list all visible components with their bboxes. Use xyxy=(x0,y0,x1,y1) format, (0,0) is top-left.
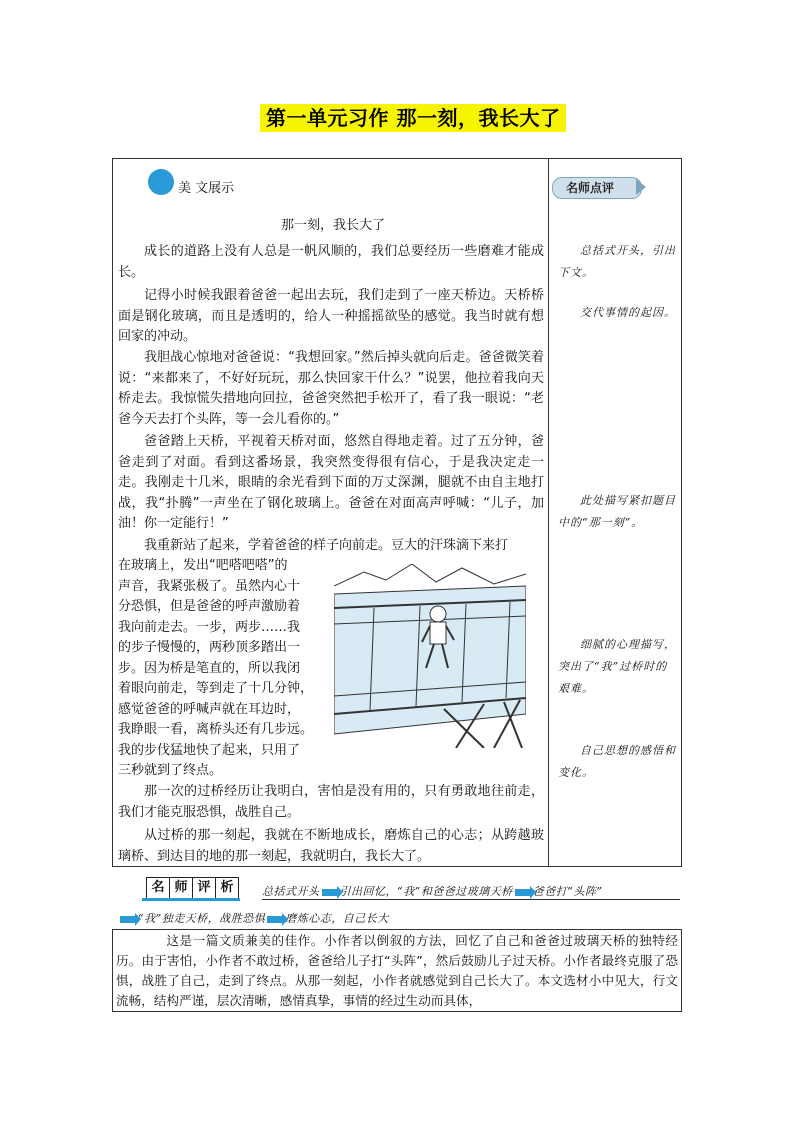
section-dot-icon xyxy=(148,169,174,195)
essay-wrap-text xyxy=(118,556,326,782)
essay-line: 我向前走去。一步，两步……我 xyxy=(118,619,301,635)
essay-line: 我睁眼一看，离桥头还有几步远。 xyxy=(118,722,314,737)
flow-arrow-icon xyxy=(267,916,283,923)
essay-title: 那一刻，我长大了 xyxy=(280,218,385,233)
essay-line: 三秒就到了终点。 xyxy=(118,763,223,778)
essay-line: 着眼向前走，等到走了十几分钟， xyxy=(118,681,314,696)
essay-paragraph: 我重新站了起来，学着爸爸的样子向前走。豆大的汗珠滴下来打 xyxy=(144,538,509,553)
sidebar-note: 细腻的心理描写，突出了“我”过桥时的艰难。 xyxy=(558,638,676,695)
badge-label: 名师点评 xyxy=(566,181,615,195)
review-flow-line-1 xyxy=(262,883,603,899)
essay-line: 步。因为桥是笔直的，所以我闭 xyxy=(118,660,301,676)
essay-line: 的步子慢慢的，两秒顶多踏出一 xyxy=(118,640,301,655)
glass-bridge-illustration xyxy=(334,564,526,748)
essay-paragraph: 成长的道路上没有人总是一帆风顺的，我们总要经历一些磨难才能成长。 xyxy=(118,244,544,280)
teacher-comment-badge xyxy=(552,177,648,197)
review-header xyxy=(142,877,238,899)
flow-arrow-icon xyxy=(515,889,531,896)
essay-line: 声音，我紧张极了。虽然内心十 xyxy=(118,578,301,594)
essay-line: 我的步伐猛地快了起来，只用了 xyxy=(118,742,301,758)
flow-arrow-icon xyxy=(322,889,338,896)
review-header-char: 析 xyxy=(215,877,239,899)
review-flow-line-2 xyxy=(118,910,389,926)
flow-step: “我”独走天桥，战胜恐惧 xyxy=(138,912,266,925)
essay-paragraph: 爸爸踏上天桥，平视着天桥对面，悠然自得地走着。过了五分钟，爸爸走到了对面。看到这番场景，我突然变得很有信心，于是我决定走一走。我刚走十几米，眼睛的余光看到下面的万丈深渊，腿就不由自主地打战，我“扑腾”一声坐在了钢化玻璃上。爸爸在对面高声呼喊：“儿子，加油！你一定能行！” xyxy=(118,434,544,531)
essay-line: 在玻璃上，发出“吧嗒吧嗒”的 xyxy=(118,558,288,573)
review-comment: 这是一篇文质兼美的佳作。小作者以倒叙的方法，回忆了自己和爸爸过玻璃天桥的独特经历。由于害怕，小作者不敢过桥，爸爸给儿子打“头阵”，然后鼓励儿子过天桥。小作者最终克服了恐惧，战胜了自己，走到了终点。从那一刻起，小作者就感觉到自己长大了。本文选材小中见大，行文流畅，结构严谨，层次清晰，感情真挚，事情的经过生动而具体， xyxy=(116,933,678,1008)
sidebar-note: 自己思想的感悟和变化。 xyxy=(558,744,676,779)
essay-paragraph: 我胆战心惊地对爸爸说：“我想回家。”然后掉头就向后走。爸爸微笑着说：“来都来了，不好好玩玩，那么快回家干什么？”说罢，他拉着我向天桥走去。我惊慌失措地向回拉，爸爸突然把手松开了，看了我一眼说：“老爸今天去打个头阵，等一会儿看你的。” xyxy=(118,350,544,427)
flow-arrow-icon xyxy=(120,916,136,923)
essay-paragraph: 从过桥的那一刻起，我就在不断地成长，磨炼自己的心志；从跨越玻璃桥、到达目的地的那一刻起，我就明白，我长大了。 xyxy=(118,828,544,864)
sidebar-note: 交代事情的起因。 xyxy=(580,306,676,319)
flow-step: 爸爸打“头阵” xyxy=(532,885,603,898)
sidebar-note: 此处描写紧扣题目中的“那一刻”。 xyxy=(558,494,676,529)
review-header-char: 师 xyxy=(169,877,193,899)
flow-step: 引出回忆，“我”和爸爸过玻璃天桥 xyxy=(339,885,513,898)
essay-line: 感觉爸爸的呼喊声就在耳边时， xyxy=(118,701,301,717)
sidebar-note: 总括式开头，引出下文。 xyxy=(558,244,676,279)
flow-step: 磨炼心志，自己长大 xyxy=(285,912,389,925)
essay-paragraph: 那一次的过桥经历让我明白，害怕是没有用的，只有勇敢地往前走，我们才能克服恐惧，战胜自己。 xyxy=(118,784,544,820)
flow-underline xyxy=(262,899,680,900)
review-underline xyxy=(142,898,240,901)
page-title: 第一单元习作 那一刻，我长大了 xyxy=(260,104,566,132)
column-divider xyxy=(548,158,549,867)
badge-arrow-icon xyxy=(636,179,646,195)
essay-line: 分恐惧，但是爸爸的呼声激励着 xyxy=(118,599,301,614)
review-header-char: 评 xyxy=(192,877,216,899)
flow-step: 总括式开头 xyxy=(262,885,320,898)
review-header-char: 名 xyxy=(146,877,170,899)
essay-paragraph: 记得小时候我跟着爸爸一起出去玩，我们走到了一座天桥边。天桥桥面是钢化玻璃，而且是透明的，给人一种摇摇欲坠的感觉。我当时就有想回家的冲动。 xyxy=(118,288,544,344)
section-label: 美 文展示 xyxy=(178,181,235,196)
